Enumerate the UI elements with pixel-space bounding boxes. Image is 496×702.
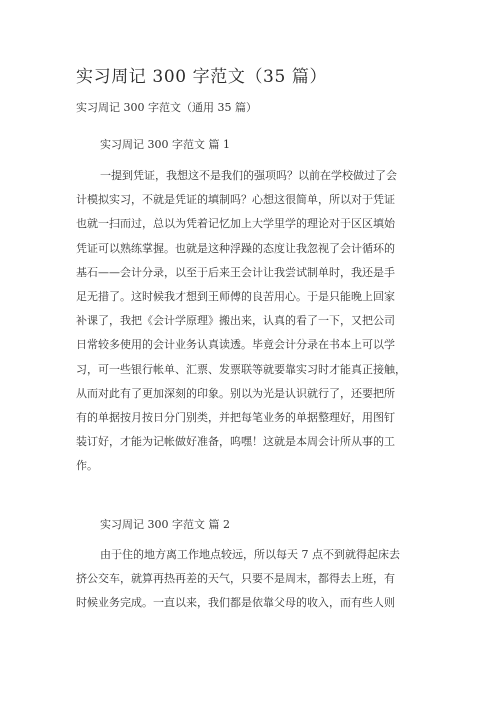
paragraph-line: 足无措了。这时候我才想到王师傅的良苦用心。于是只能晚上回家: [76, 289, 395, 303]
paragraph-line: 习，可一些银行帐单、汇票、发票联等就要靠实习时才能真正接触，: [76, 362, 406, 376]
section-heading: 实习周记 300 字范文 篇 1: [100, 138, 230, 151]
section-heading: 实习周记 300 字范文 篇 2: [100, 518, 230, 531]
paragraph-line: 基石——会计分录，以至于后来王会计让我尝试制单时，我还是手: [76, 265, 395, 279]
paragraph-line: 补课了，我把《会计学原理》搬出来，认真的看了一下，又把公司: [76, 314, 395, 328]
paragraph-line: 挤公交车，就算再热再差的天气，只要不是周末，都得去上班，有: [76, 572, 395, 586]
paragraph-line: 由于住的地方离工作地点较远，所以每天 7 点不到就得起床去: [100, 548, 400, 561]
paragraph-line: 凭证可以熟练掌握。也就是这种浮躁的态度让我忽视了会计循环的: [76, 241, 395, 255]
document-title: 实习周记 300 字范文（35 篇）: [76, 67, 328, 87]
document-subtitle: 实习周记 300 字范文（通用 35 篇）: [76, 101, 257, 114]
paragraph-line: 计模拟实习，不就是凭证的填制吗？心想这很简单，所以对于凭证: [76, 193, 395, 207]
paragraph-line: 日常较多使用的会计业务认真读透。毕竟会计分录在书本上可以学: [76, 338, 395, 352]
section-paragraph: [76, 543, 436, 616]
paragraph-line: 时候业务完成。一直以来，我们都是依靠父母的收入，而有些人则: [76, 596, 395, 610]
paragraph-line: 从而对此有了更加深刻的印象。别以为光是认识就行了，还要把所: [76, 386, 395, 400]
paragraph-line: 装订好，才能为记帐做好准备，呜嘿！这就是本周会计所从事的工: [76, 435, 395, 449]
paragraph-line: 一提到凭证，我想这不是我们的强项吗？以前在学校做过了会: [100, 169, 397, 182]
paragraph-line: 有的单据按月按日分门别类，并把每笔业务的单据整理好，用图钉: [76, 410, 395, 424]
paragraph-line: 也就一扫而过，总以为凭着记忆加上大学里学的理论对于区区填始: [76, 217, 395, 231]
section-paragraph: [76, 164, 436, 478]
paragraph-line: 作。: [76, 459, 98, 473]
